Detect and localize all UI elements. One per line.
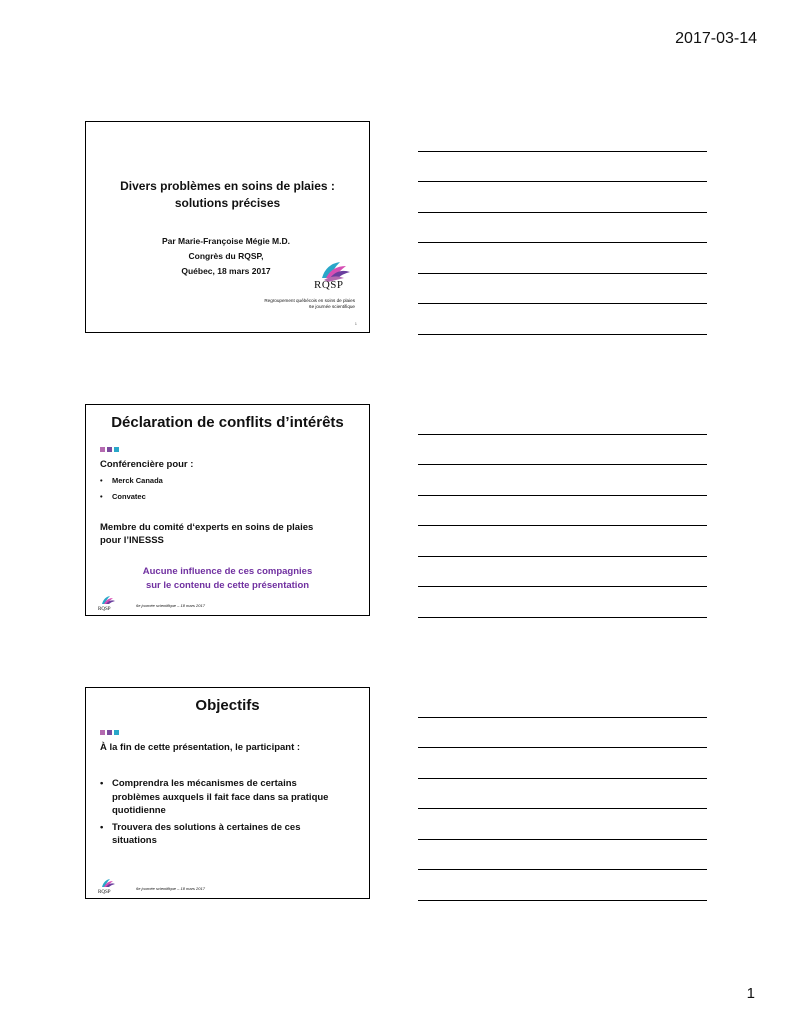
note-line: [418, 435, 707, 466]
notes-lines-3: [418, 687, 707, 901]
section-heading: À la fin de cette présentation, le participant :: [100, 742, 301, 753]
page-number: 1: [746, 985, 755, 1002]
note-line: [418, 779, 707, 810]
note-line: [418, 182, 707, 213]
note-line: [418, 809, 707, 840]
note-line: [418, 526, 707, 557]
square-mark: [114, 730, 119, 735]
presenter-info: [126, 234, 326, 279]
notes-lines-2: [418, 404, 707, 618]
presenter-line: Québec, 18 mars 2017: [181, 266, 271, 276]
square-mark: [100, 447, 105, 452]
slide-title: Objectifs: [195, 697, 260, 714]
slide-title: [86, 178, 369, 212]
decorative-squares: [100, 730, 119, 735]
presenter-line: Par Marie-Françoise Mégie M.D.: [161, 236, 290, 246]
note-line: [418, 213, 707, 244]
statement-line: Aucune influence de ces compagnies: [142, 566, 313, 577]
logo-wordmark: RQSP: [98, 607, 111, 612]
logo-wordmark: RQSP: [314, 279, 344, 291]
section-heading: Conférencière pour :: [100, 459, 194, 470]
note-line: [418, 718, 707, 749]
slide-thumbnail-1[interactable]: [85, 121, 370, 333]
slide-thumbnail-3[interactable]: [85, 687, 370, 899]
rqsp-logo-icon: [312, 254, 356, 298]
slide-number: 1: [354, 321, 357, 326]
square-mark: [100, 730, 105, 735]
objectives-list: [100, 777, 345, 851]
committee-membership: [100, 521, 355, 547]
membership-line: Membre du comité d‘experts en soins de plaies: [100, 522, 314, 533]
title-line: Divers problèmes en soins de plaies :: [120, 179, 335, 193]
footer-caption: 6e journée scientifique – 18 mars 2017: [136, 603, 205, 608]
no-influence-statement: [86, 565, 369, 593]
notes-lines-1: [418, 121, 707, 335]
presenter-line: Congrès du RQSP,: [188, 251, 264, 261]
membership-line: pour l’INESSS: [100, 535, 164, 546]
note-line: [418, 557, 707, 588]
note-line: [418, 274, 707, 305]
logo-wordmark: RQSP: [98, 890, 111, 895]
square-mark: [114, 447, 119, 452]
slide-title: Déclaration de conflits d’intérêts: [111, 414, 344, 431]
square-mark: [107, 730, 112, 735]
slide-footer: [96, 877, 205, 895]
note-line: [418, 748, 707, 779]
org-line: 6e journée scientifique: [309, 304, 355, 309]
list-item: • Trouvera des solutions à certaines de ces situations: [100, 821, 345, 848]
note-line: [418, 304, 707, 335]
list-item: • Comprendra les mécanismes de certains problèmes auxquels il fait face dans sa pratique quotidienne: [100, 777, 345, 818]
note-line: [418, 870, 707, 901]
note-line: [418, 687, 707, 718]
list-item: • Convatec: [100, 491, 163, 507]
note-line: [418, 587, 707, 618]
organization-caption: [264, 298, 355, 310]
statement-line: sur le contenu de cette présentation: [145, 580, 310, 591]
note-line: [418, 465, 707, 496]
note-line: [418, 121, 707, 152]
page-date: 2017-03-14: [675, 30, 757, 47]
note-line: [418, 496, 707, 527]
note-line: [418, 404, 707, 435]
org-line: Regroupement québécois en soins de plaies: [264, 298, 355, 303]
square-mark: [107, 447, 112, 452]
slide-footer: [96, 594, 205, 612]
note-line: [418, 152, 707, 183]
company-list: [100, 475, 163, 507]
slide-thumbnail-2[interactable]: [85, 404, 370, 616]
footer-caption: 6e journée scientifique – 18 mars 2017: [136, 886, 205, 891]
list-item: • Merck Canada: [100, 475, 163, 491]
note-line: [418, 840, 707, 871]
note-line: [418, 243, 707, 274]
title-line: solutions précises: [174, 196, 281, 210]
decorative-squares: [100, 447, 119, 452]
